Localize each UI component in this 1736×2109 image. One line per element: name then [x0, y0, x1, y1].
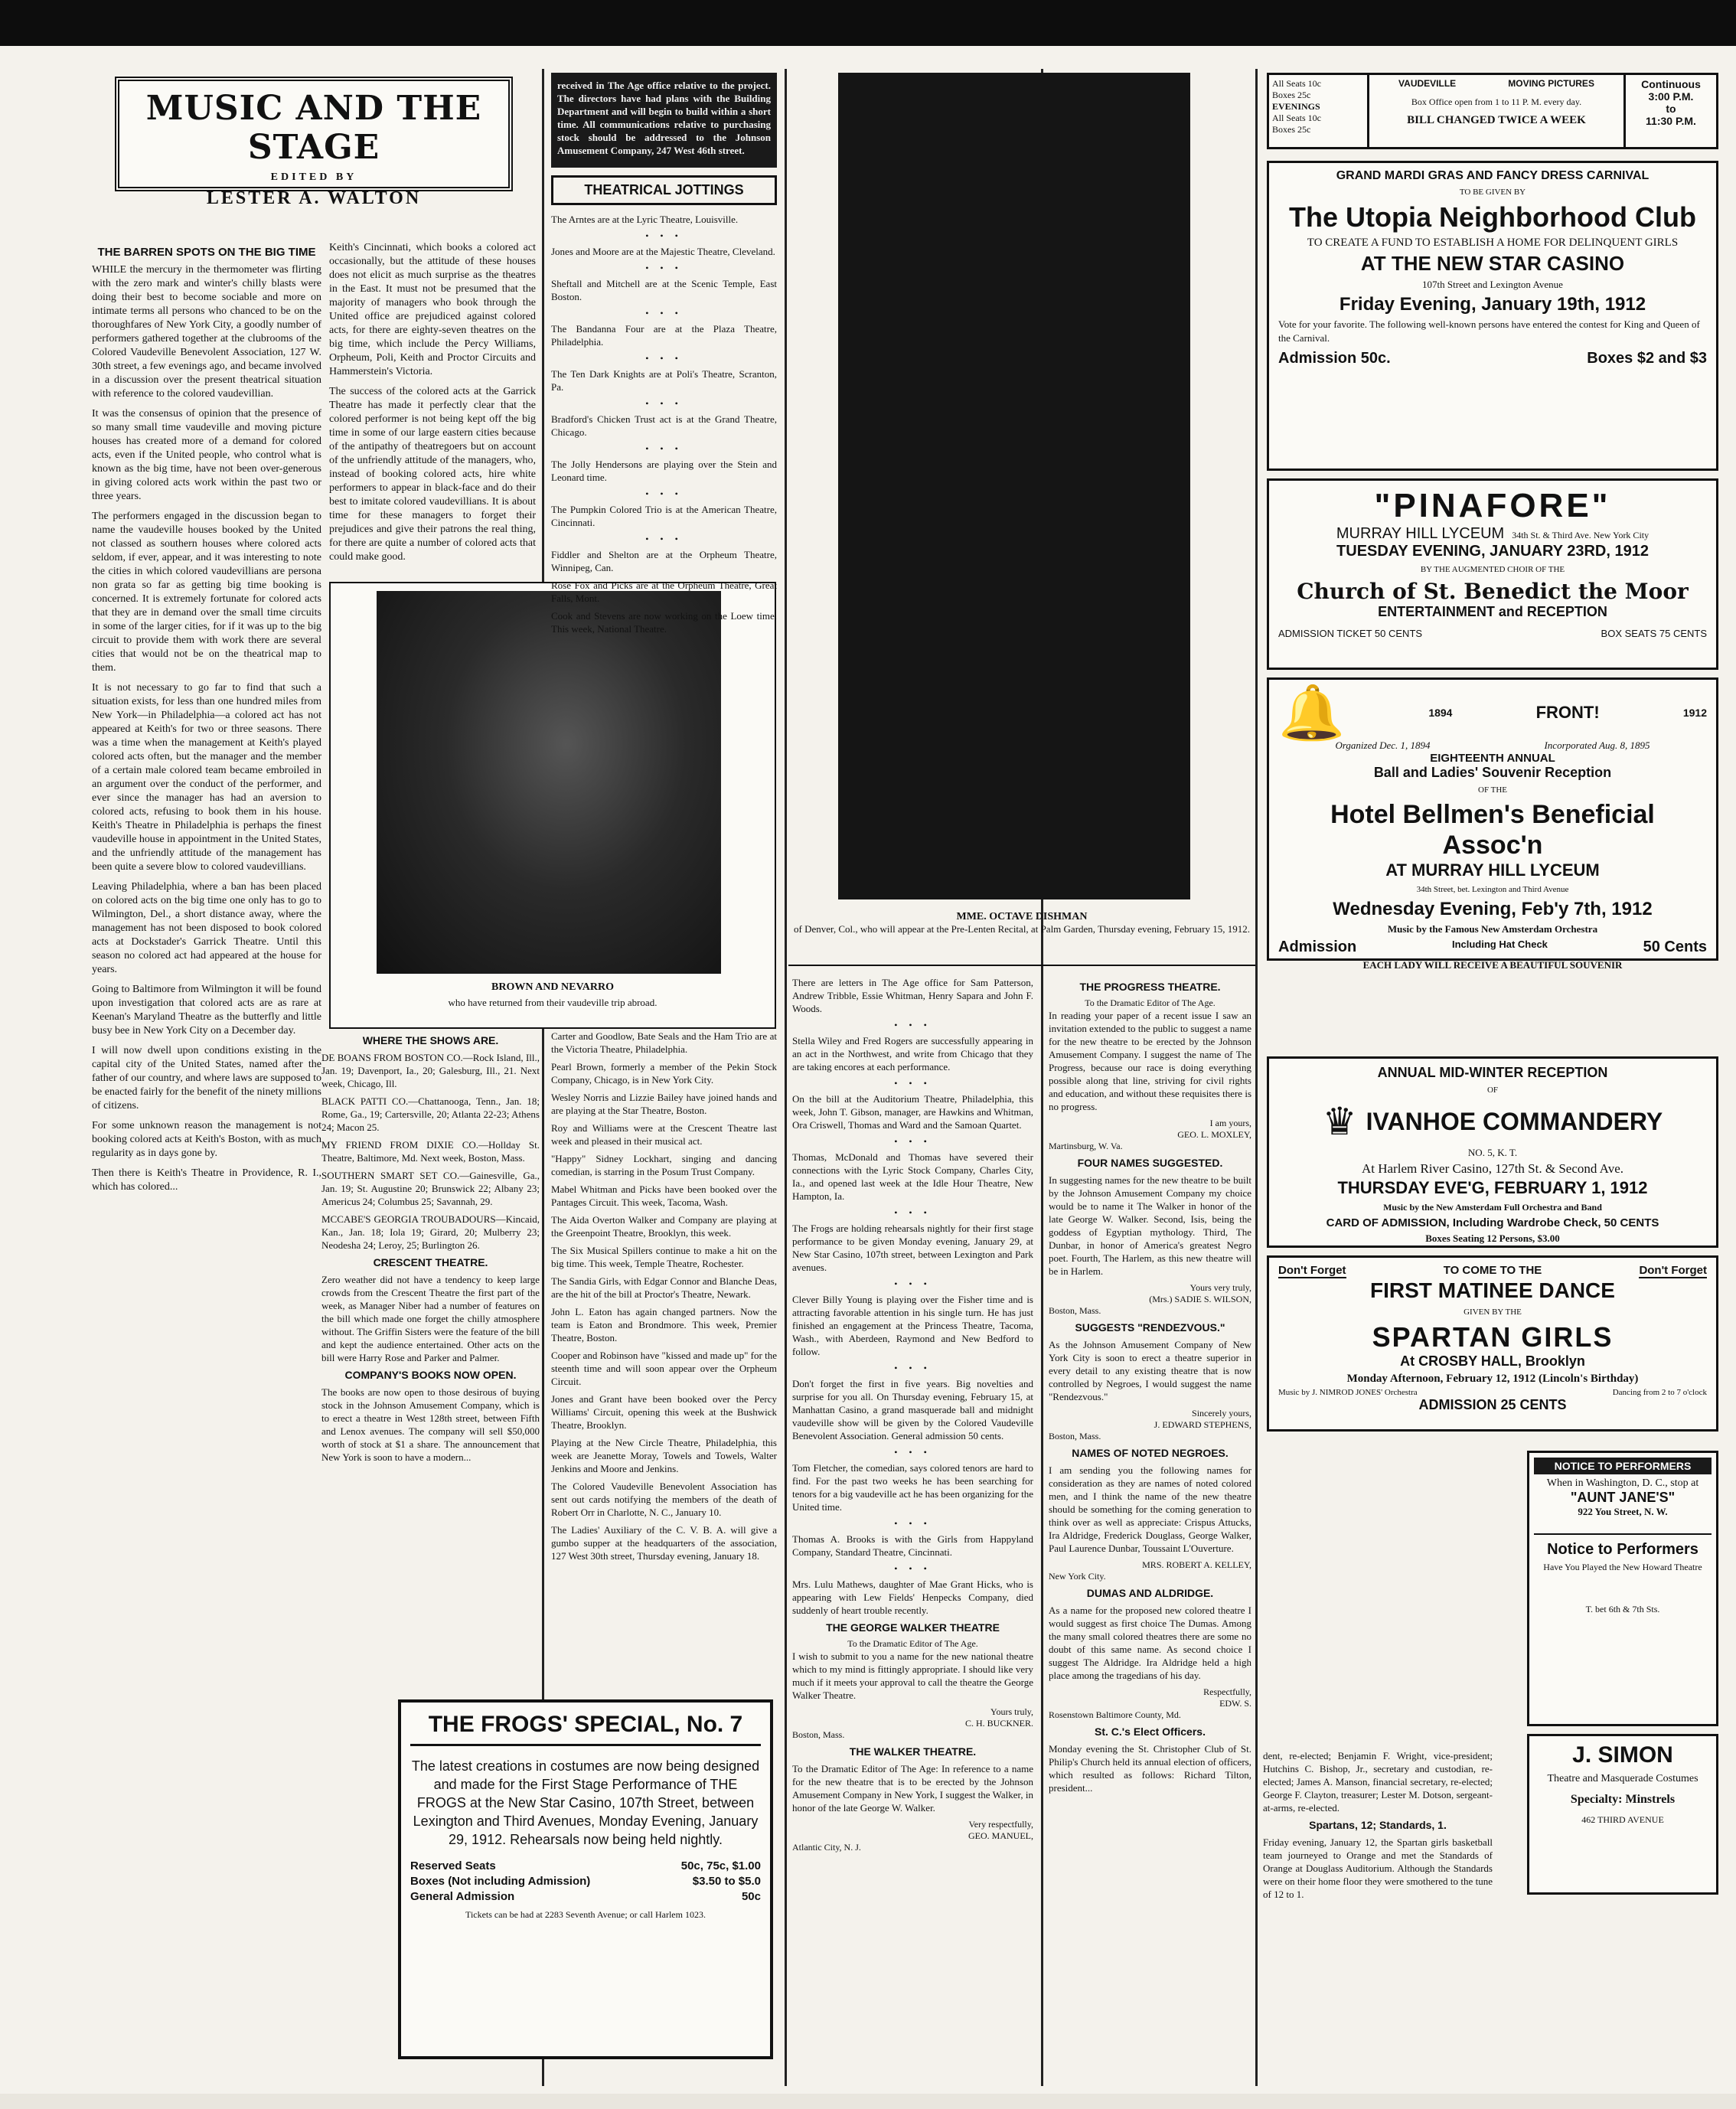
where-shows-column: [321, 1030, 540, 1696]
top-ad-strip: [1267, 73, 1718, 149]
section-heading: FOUR NAMES SUGGESTED.: [1077, 1157, 1223, 1169]
simon-ad: [1527, 1734, 1718, 1895]
letter-place: Atlantic City, N. J.: [792, 1842, 861, 1853]
spartan-come: TO COME TO THE: [1443, 1264, 1542, 1277]
spartans-text: Friday evening, January 12, the Spartan girls basketball team journeyed to Orange and met the Standards of Orange at Douglass Auditorium. Although the Standards were on their home floor they were smothered to the tune of 12 to 1.: [1263, 1836, 1493, 1900]
section-heading: SUGGESTS "RENDEZVOUS.": [1075, 1321, 1225, 1334]
letter-signoff: Sincerely yours,: [1192, 1408, 1251, 1419]
notice2-title: Notice to Performers: [1534, 1533, 1712, 1559]
ivanhoe-kicker: ANNUAL MID-WINTER RECEPTION: [1377, 1065, 1608, 1080]
show-item: MY FRIEND FROM DIXIE CO.—Hollday St. Theatre, Baltimore, Md. Next week, Boston, Mass.: [321, 1139, 540, 1164]
vaudeville-box: [1369, 75, 1623, 147]
utopia-date: Friday Evening, January 19th, 1912: [1339, 294, 1646, 315]
letter-signature: (Mrs.) SADIE S. WILSON,: [1149, 1294, 1251, 1304]
separator-dots: • • •: [894, 1078, 932, 1089]
article-paragraph: Keith's Cincinnati, which books a colored act occasionally, but the attitude of these houses does not elicit as much surprise as the theatres in the East. It must not be presumed that the majority of managers who book through the United office are prejudiced against colored acts, for there are eighty-seven theatres on the big time, which include the Percy Williams, Orpheum, Poli, Keith and Proctor Circuits and Hammerstein's Victoria.: [329, 242, 536, 377]
news-item: Carter and Goodlow, Bate Seals and the Ham Trio are at the Victoria Theatre, Philadelphia.: [551, 1030, 777, 1055]
vaudeville-label: VAUDEVILLE: [1398, 78, 1457, 89]
notice-performers-ad: [1527, 1451, 1718, 1726]
pinafore-date: TUESDAY EVENING, JANUARY 23RD, 1912: [1336, 543, 1649, 560]
separator-dots: • • •: [894, 1563, 932, 1574]
section-heading: WHERE THE SHOWS ARE.: [362, 1034, 499, 1046]
price-value: 50c: [741, 1890, 761, 1903]
continuous-label: Continuous: [1641, 78, 1701, 90]
news-item: There are letters in The Age office for Sam Patterson, Andrew Tribble, Essie Whitman, Henry Sapara and John F. Woods.: [792, 977, 1033, 1014]
bellmen-name: Hotel Bellmen's Beneficial Assoc'n: [1330, 800, 1655, 860]
news-item: Cooper and Robinson have "kissed and made up" for the steenth time and will soon appear over the Orpheum Circuit.: [551, 1350, 777, 1387]
masthead-edited-by: EDITED BY: [270, 171, 357, 183]
bellmen-incorporated: Incorporated Aug. 8, 1895: [1544, 739, 1650, 751]
letter-place: Boston, Mass.: [792, 1729, 845, 1740]
ivanhoe-of: OF: [1486, 1086, 1499, 1095]
article-paragraph: The performers engaged in the discussion began to name the vaudeville houses booked by the United not classed as southern houses where colored acts seldom, if ever, appear, and it was interesting to note the cities in which colored vaudevillians are persona non grata so far as getting big time booking is concerned. It is extremely fortunate for colored acts that they are in demand over the small time circuits in some of the larger cities, for if it was up to the big circuit to provide them with work there are several cities that would not be on the theatrical map to them.: [92, 511, 321, 674]
frogs-title: THE FROGS' SPECIAL, No. 7: [410, 1712, 761, 1746]
price-label: Boxes (Not including Admission): [410, 1875, 591, 1888]
article-paragraph: WHILE the mercury in the thermometer was flirting with the zero mark and winter's chilly blasts were doing their best to become sociable and more on intimate terms all persons who chanced to be on the thoroughfares of New York City, a goodly number of performers gathered together at the clubrooms of the Colored Vaudeville Benevolent Association, 127 W. 30th street, a few evenings ago, and became involved in a discussion over the present theatrical situation with reference to the colored vaudevillian.: [92, 264, 321, 400]
price-line: Boxes 25c: [1272, 124, 1311, 135]
bellmen-year-right: 1912: [1682, 707, 1707, 719]
separator-dots: • • •: [645, 230, 683, 241]
jotting-item: Rose Fox and Picks are at the Orpheum Theatre, Great Falls, Mont.: [551, 579, 777, 604]
ivanhoe-venue: At Harlem River Casino, 127th St. & Second Ave.: [1361, 1161, 1623, 1176]
separator-dots: • • •: [894, 1363, 932, 1373]
price-label: General Admission: [410, 1890, 515, 1903]
spartan-matinee: FIRST MATINEE DANCE: [1370, 1278, 1615, 1302]
jotting-item: Cook and Stevens are now working on the Loew time. This week, National Theatre.: [551, 610, 777, 635]
bellmen-music: Music by the Famous New Amsterdam Orchestra: [1387, 923, 1598, 935]
letter-text: To the Dramatic Editor of The Age: In reference to a name for the new theatre that is to be erected by the Johnson Amusement Company in New York, I suggest the Walker, in honor of the late George W. Walker.: [792, 1763, 1033, 1814]
bellmen-admission-note: Including Hat Check: [1451, 939, 1548, 950]
bellmen-venue-addr: 34th Street, bet. Lexington and Third Avenue: [1416, 885, 1569, 894]
show-item: DE BOANS FROM BOSTON CO.—Rock Island, Ill., Jan. 19; Davenport, Ia., 20; Galesburg, Ill., 21. Next week, Chicago, Ill.: [321, 1052, 540, 1089]
utopia-club-ad: [1267, 161, 1718, 471]
prices-box: [1269, 75, 1369, 147]
letter-place: Boston, Mass.: [1049, 1431, 1101, 1441]
simon-line1: Theatre and Masquerade Costumes: [1547, 1773, 1698, 1784]
dishman-text: of Denver, Col., who will appear at the Pre-Lenten Recital, at Palm Garden, Thursday evening, February 15, 1912.: [794, 923, 1250, 935]
books-text: The books are now open to those desirous of buying stock in the Johnson Amusement Company, which is to erect a theatre in West 128th street, between Fifth and Lenox avenues. The company will sell $50,000 worth of stock at $1 a share. The announcement that New York is soon to have a modern...: [321, 1386, 540, 1463]
section-heading: THE PROGRESS THEATRE.: [1079, 981, 1221, 993]
frogs-body: The latest creations in costumes are now being designed and made for the First Stage Performance of THE FROGS at the New Star Casino, 107th Street, between Lexington and Third Avenues, Monday Evening, January 29, 1912. Rehearsals now being held nightly.: [411, 1758, 760, 1847]
section-heading: COMPANY'S BOOKS NOW OPEN.: [344, 1369, 517, 1381]
section-heading: DUMAS AND ALDRIDGE.: [1086, 1587, 1214, 1599]
vaudeville-row: [1372, 78, 1620, 89]
utopia-venue: AT THE NEW STAR CASINO: [1360, 252, 1625, 275]
pinafore-admission: ADMISSION TICKET 50 CENTS: [1278, 628, 1423, 639]
section-heading: THE WALKER THEATRE.: [849, 1745, 977, 1758]
bellmen-annual: EIGHTEENTH ANNUAL: [1430, 752, 1555, 765]
dishman-name: MME. OCTAVE DISHMAN: [956, 911, 1088, 922]
utopia-name: The Utopia Neighborhood Club: [1289, 201, 1696, 233]
news-item: The Ladies' Auxiliary of the C. V. B. A. will give a gumbo supper at the headquarters of the association, 127 West 30th street, Thursday evening, January 18.: [551, 1524, 777, 1562]
dont-forget-left: Don't Forget: [1278, 1264, 1346, 1277]
to-label: to: [1666, 103, 1676, 115]
pinafore-prices: [1278, 628, 1707, 639]
letter-text: In suggesting names for the new theatre to be built by the Johnson Amusement Company my choice would be to name it The Walker in honor of the late George W. Walker. Second, Isis, being the goddess of Egyptian mythology. Third, The Dunbar, in honor of America's greatest Negro poet. Fourth, The Harlem, as this new theatre will be in Harlem.: [1049, 1174, 1251, 1277]
bellmen-front: FRONT!: [1535, 703, 1600, 722]
letter-signature: GEO. MANUEL,: [968, 1830, 1033, 1841]
bellmen-header: [1278, 683, 1707, 743]
separator-dots: • • •: [894, 1136, 932, 1147]
ivanhoe-music: Music by the New Amsterdam Full Orchestra and Band: [1383, 1202, 1602, 1213]
letter-text: I am sending you the following names for consideration as they are names of noted colored men, and I think the name of the new theatre should be something for the coming generation to think over as well as appreciate: Crispus Attucks, Ira Aldridge, Frederick Douglass, George Walker, Paul Laurence Dunbar, Toussaint L'Ouverture.: [1049, 1464, 1251, 1554]
separator-dots: • • •: [645, 443, 683, 454]
masthead-editor: LESTER A. WALTON: [206, 188, 422, 208]
masthead-title: MUSIC AND THE STAGE: [145, 89, 482, 167]
jotting-item: Fiddler and Shelton are at the Orpheum Theatre, Winnipeg, Can.: [551, 549, 777, 573]
bellmen-ball: Ball and Ladies' Souvenir Reception: [1373, 765, 1612, 780]
start-time: 3:00 P.M.: [1648, 90, 1694, 103]
show-item: SOUTHERN SMART SET CO.—Gainesville, Ga., Jan. 19; St. Augustine 20; Brunswick 22; Albany 23; Americus 24; Columbus 25; Savannah, 29.: [321, 1170, 540, 1207]
news-item: The Frogs are holding rehearsals nightly for their first stage performance to be given Monday evening, January 29, at New Star Casino, 107th street, between Lexington and Park avenues.: [792, 1223, 1033, 1273]
pictures-label: MOVING PICTURES: [1508, 78, 1594, 89]
bellmen-year-left: 1894: [1428, 707, 1453, 719]
price-value: 50c, 75c, $1.00: [680, 1859, 761, 1872]
utopia-details: Vote for your favorite. The following well-known persons have entered the contest for King and Queen of the Carnival.: [1278, 318, 1700, 344]
letter-signature: J. EDWARD STEPHENS,: [1154, 1419, 1251, 1430]
jottings-title: THEATRICAL JOTTINGS: [551, 175, 777, 205]
masthead: [115, 77, 513, 208]
price-value: $3.50 to $5.0: [692, 1875, 761, 1888]
spartan-top-row: [1278, 1264, 1707, 1278]
letter-signoff: Yours very truly,: [1189, 1282, 1251, 1293]
article-paragraph: I will now dwell upon conditions existing in the capital city of the United States, named after the father of our country, and where laws are supposed to be enacted fairly for the benefit of the ninety millions of citizens.: [92, 1045, 321, 1112]
article-paragraph: For some unknown reason the management is not booking colored acts at Keith's Boston, with as much regularity as in days gone by.: [92, 1120, 321, 1159]
ivanhoe-name: IVANHOE COMMANDERY: [1366, 1107, 1663, 1135]
utopia-address: 107th Street and Lexington Avenue: [1422, 279, 1563, 290]
notice-addr: 922 You Street, N. W.: [1578, 1506, 1668, 1517]
bellmen-admission-row: [1278, 939, 1707, 956]
caption-rule: [788, 965, 1255, 966]
separator-dots: • • •: [894, 1518, 932, 1529]
simon-name: J. SIMON: [1572, 1742, 1673, 1768]
letter-place: Martinsburg, W. Va.: [1049, 1141, 1123, 1151]
notice-title: NOTICE TO PERFORMERS: [1534, 1458, 1712, 1474]
jotting-item: The Ten Dark Knights are at Poli's Theatre, Scranton, Pa.: [551, 368, 777, 393]
bellmen-souvenir: EACH LADY WILL RECEIVE A BEAUTIFUL SOUVENIR: [1362, 959, 1623, 971]
price-line: All Seats 10c: [1272, 78, 1321, 89]
bellmen-ad: [1267, 677, 1718, 971]
separator-dots: • • •: [645, 353, 683, 364]
separator-dots: • • •: [894, 1447, 932, 1458]
letter-text: As a name for the proposed new colored theatre I would suggest as first choice The Dumas. Among the many small colored theatres there are some no doubt of this same name. As second choice I suggest The Aldridge. Ira Aldridge held a high place among the tragedians of his day.: [1049, 1605, 1251, 1681]
letter-signature: C. H. BUCKNER.: [964, 1718, 1033, 1729]
bellmen-date: Wednesday Evening, Feb'y 7th, 1912: [1333, 899, 1653, 919]
bellmen-organized: Organized Dec. 1, 1894: [1335, 739, 1431, 751]
article-paragraph: It was the consensus of opinion that the presence of so many small time vaudeville and moving picture houses has created more of a demand for colored acts, even if the United people, who control what is known as the big time, have not been over-generous in giving colored acts work within the past two or three years.: [92, 408, 321, 502]
separator-dots: • • •: [894, 1020, 932, 1030]
price-line: EVENINGS: [1272, 101, 1320, 112]
spartan-name: SPARTAN GIRLS: [1372, 1321, 1614, 1353]
separator-dots: • • •: [645, 488, 683, 499]
section-heading: NAMES OF NOTED NEGROES.: [1072, 1447, 1229, 1459]
notice-box: [551, 73, 777, 168]
notice-line1: When in Washington, D. C., stop at: [1546, 1477, 1699, 1489]
article-heading: THE BARREN SPOTS ON THE BIG TIME: [97, 246, 316, 259]
utopia-prices: [1278, 350, 1707, 367]
continuous-box: [1623, 75, 1716, 147]
news-item: Stella Wiley and Fred Rogers are successfully appearing in an act in the Northwest, and write from Chicago that they are taking encores at each performance.: [792, 1035, 1033, 1072]
notice-text: received in The Age office relative to the project. The directors have had plans with the Building Department and will begin to build within a short time. All communications relative to purchasing stock should be addressed to the Johnson Amusement Company, 247 West 46th street.: [557, 80, 771, 156]
dishman-photo: [838, 73, 1190, 899]
article-paragraph: The success of the colored acts at the Garrick Theatre has made it perfectly clear that the colored performer is not being kept off the big time in some of our large eastern cities because of the antipathy of theatregoers but on account of the unfriendly attitude of the managers, who, instead of booking colored acts, hire white performers to appear in black-face and do their best to imitate colored vaudevillians. It is about time for these managers to forget their prejudices and give their patrons the real thing, for there are quite a number of colored acts that could make good.: [329, 386, 536, 563]
simon-line2: Specialty: Minstrels: [1570, 1793, 1676, 1806]
news-item: Thomas A. Brooks is with the Girls from Happyland Company, Standard Theatre, Cincinnati.: [792, 1533, 1033, 1558]
column-mid-2: [551, 1030, 777, 1696]
letter-signature: GEO. L. MOXLEY,: [1177, 1129, 1251, 1140]
section-heading: THE GEORGE WALKER THEATRE: [826, 1621, 1000, 1634]
bellmen-org-row: [1278, 739, 1707, 752]
letter-salutation: To the Dramatic Editor of The Age.: [1085, 997, 1216, 1008]
spartan-venue: At CROSBY HALL, Brooklyn: [1400, 1353, 1585, 1369]
article-paragraph: It is not necessary to go far to find that such a situation exists, for less than one hundred miles from New York—in Philadelphia—a colored act has not appeared at Keith's for two or three seasons. There was a time when the management at Keith's played colored acts often, but the manager and the member of a certain male colored team became embroiled in an argument over the conduct of the performer, and ever since the manager has had an aversion to colored acts, refusing to book them in his house. Keith's Theatre in Philadelphia is perhaps the finest vaudeville house in appointment in the United States, and the unfriendly attitude of the management has been quite a severe blow to colored vaudevillians.: [92, 682, 321, 873]
news-item: Pearl Brown, formerly a member of the Pekin Stock Company, Chicago, is in New York City.: [551, 1061, 777, 1086]
brown-nevarro-photo: [377, 591, 721, 974]
dont-forget-right: Don't Forget: [1639, 1264, 1707, 1277]
notice-t: T. bet 6th & 7th Sts.: [1585, 1604, 1660, 1614]
news-item: The Sandia Girls, with Edgar Connor and Blanche Deas, are the hit of the bill at Proctor's Theatre, Newark.: [551, 1275, 777, 1300]
crown-icon: ♛: [1322, 1100, 1357, 1143]
ivanhoe-ad: [1267, 1056, 1718, 1248]
bill-changed: BILL CHANGED TWICE A WEEK: [1407, 114, 1586, 126]
bellmen-admission-price: 50 Cents: [1643, 939, 1707, 955]
news-item: On the bill at the Auditorium Theatre, Philadelphia, this week, John T. Gibson, manager, are Hawkins and Whitman, Ora Criswell, Thomas and Ward and the Samoan Quartet.: [792, 1093, 1033, 1131]
news-item: Tom Fletcher, the comedian, says colored tenors are hard to find. For the past two weeks he has been searching for tenors for a big vaudeville act he has been organizing for the United time.: [792, 1462, 1033, 1513]
end-time: 11:30 P.M.: [1646, 115, 1696, 127]
price-line: All Seats 10c: [1272, 113, 1321, 123]
frogs-price-row: [410, 1890, 761, 1903]
column-1: [92, 241, 321, 2094]
section-heading: St. C.'s Elect Officers.: [1095, 1725, 1206, 1738]
spartan-date: Monday Afternoon, February 12, 1912 (Lincoln's Birthday): [1346, 1373, 1639, 1385]
jotting-item: The Jolly Hendersons are playing over the Stein and Leonard time.: [551, 459, 777, 483]
separator-dots: • • •: [645, 398, 683, 409]
ivanhoe-card: CARD OF ADMISSION, Including Wardrobe Check, 50 CENTS: [1326, 1216, 1659, 1229]
utopia-boxes: Boxes $2 and $3: [1587, 350, 1707, 367]
column-rule: [785, 69, 787, 2086]
frogs-price-row: [410, 1875, 761, 1888]
photo-caption-title: BROWN AND NEVARRO: [491, 981, 614, 993]
simon-addr: 462 THIRD AVENUE: [1581, 1814, 1664, 1825]
letter-place: Rosenstown Baltimore County, Md.: [1049, 1709, 1181, 1720]
article-paragraph: Going to Baltimore from Wilmington it will be found upon investigation that colored acts are as rare at Keenan's Maryland Theatre as the butterfly and little busy bee in New York City on a December day.: [92, 984, 321, 1037]
news-item: The Six Musical Spillers continue to make a hit on the big time. This week, Temple Theatre, Rochester.: [551, 1245, 777, 1269]
separator-dots: • • •: [645, 534, 683, 544]
spartan-girls-ad: [1267, 1255, 1718, 1432]
letter-text: As the Johnson Amusement Company of New York City is soon to erect a theatre superior in every detail to any existing theatre that is now controlled by Negroes, I would suggest the name "Rendezvous.": [1049, 1339, 1251, 1402]
bell-icon: 🔔: [1278, 683, 1346, 743]
spartan-dancing: Dancing from 2 to 7 o'clock: [1612, 1388, 1707, 1397]
separator-dots: • • •: [894, 1278, 932, 1289]
officers-text: dent, re-elected; Benjamin F. Wright, vice-president; Hutchins C. Bishop, Jr., secretary and custodian, re-elected; James A. Manson, financial secretary, re-elected; George F. Clayton, treasurer; Lester M. Dotson, sergeant-at-arms, re-elected.: [1263, 1750, 1493, 1814]
price-line: Boxes 25c: [1272, 90, 1311, 100]
column-6-tail: [1263, 1749, 1493, 2094]
pinafore-box: BOX SEATS 75 CENTS: [1601, 628, 1707, 639]
section-heading: Spartans, 12; Standards, 1.: [1309, 1819, 1447, 1831]
pinafore-title: "PINAFORE": [1374, 487, 1611, 524]
news-item: Roy and Williams were at the Crescent Theatre last week and pleased in their musical act.: [551, 1122, 777, 1147]
frogs-special-ad: [398, 1699, 773, 2059]
notice2-sub: Have You Played the New Howard Theatre: [1543, 1562, 1702, 1572]
pinafore-by: BY THE AUGMENTED CHOIR OF THE: [1420, 565, 1565, 574]
frogs-price-row: [410, 1859, 761, 1872]
letter-place: New York City.: [1049, 1571, 1106, 1582]
ivanhoe-no: NO. 5, K. T.: [1467, 1147, 1518, 1158]
pinafore-church: Church of St. Benedict the Moor: [1297, 579, 1689, 604]
jotting-item: Sheftall and Mitchell are at the Scenic Temple, East Boston.: [551, 278, 777, 302]
news-item: Jones and Grant have been booked over the Percy Williams' Circuit, opening this week at the Bushwick Theatre, Brooklyn.: [551, 1393, 777, 1431]
news-item: Wesley Norris and Lizzie Bailey have joined hands and are playing at the Star Theatre, Boston.: [551, 1092, 777, 1116]
jotting-item: The Pumpkin Colored Trio is at the American Theatre, Cincinnati.: [551, 504, 777, 528]
frogs-footer: Tickets can be had at 2283 Seventh Avenue; or call Harlem 1023.: [465, 1909, 706, 1920]
price-label: Reserved Seats: [410, 1859, 496, 1872]
page-top-edge: [0, 0, 1736, 46]
separator-dots: • • •: [645, 263, 683, 273]
ivanhoe-boxes: Boxes Seating 12 Persons, $3.00: [1425, 1232, 1560, 1244]
column-2: [329, 241, 536, 563]
spartan-music: Music by J. NIMROD JONES' Orchestra: [1278, 1388, 1418, 1397]
column-3-top: [551, 73, 777, 635]
jotting-item: Bradford's Chicken Trust act is at the Grand Theatre, Chicago.: [551, 413, 777, 438]
letter-text: In reading your paper of a recent issue I saw an invitation extended to the public to suggest a name for the new theatre to be erected by the Johnson Amusement Company. I suggest the name of The Progress, because our race is doing everything possible along that line, striving for civil rights and education, and without these requisites there is no progress.: [1049, 1010, 1251, 1112]
news-item: Clever Billy Young is playing over the Fisher time and is attracting favorable attention in his single turn. He has just finished an engagement at the Princess Theatre, Tacoma, Wash., with Aberdeen, Raymond and New Bedford to follow.: [792, 1294, 1033, 1357]
show-item: MCCABE'S GEORGIA TROUBADOURS—Kincaid, Kan., Jan. 18; Iola 19; Girard, 20; Mulberry 23; Neodesha 24; Leroy, 25; Burlington 26.: [321, 1213, 540, 1251]
news-item: John L. Eaton has again changed partners. Now the team is Eaton and Brondmore. This week, Premier Theatre, Boston.: [551, 1306, 777, 1343]
letter-place: Boston, Mass.: [1049, 1305, 1101, 1316]
page-bottom-edge: [0, 2094, 1736, 2109]
news-item: The Aida Overton Walker and Company are playing at the Greenpoint Theatre, Brooklyn, this week.: [551, 1214, 777, 1239]
letter-text: I wish to submit to you a name for the new national theatre which to my mind is fittingly appropriate. I should like very much if it meets your approval to call the theatre the George Walker Theatre.: [792, 1650, 1033, 1701]
stc-text: Monday evening the St. Christopher Club of St. Philip's Church held its annual election of officers, which resulted as follows: Richard Tilton, president...: [1049, 1743, 1251, 1794]
box-office-hours: Box Office open from 1 to 11 P. M. every day.: [1411, 96, 1582, 107]
utopia-purpose: TO CREATE A FUND TO ESTABLISH A HOME FOR DELINQUENT GIRLS: [1307, 237, 1679, 249]
separator-dots: • • •: [645, 308, 683, 318]
utopia-kicker: GRAND MARDI GRAS AND FANCY DRESS CARNIVAL: [1336, 169, 1650, 182]
notice-name: "AUNT JANE'S": [1570, 1490, 1676, 1505]
letter-signature: EDW. S.: [1219, 1698, 1251, 1709]
pinafore-venue-addr: 34th St. & Third Ave. New York City: [1512, 530, 1650, 540]
spartan-admission: ADMISSION 25 CENTS: [1418, 1397, 1567, 1412]
section-heading: CRESCENT THEATRE.: [373, 1256, 488, 1268]
news-item: Playing at the New Circle Theatre, Philadelphia, this week are Jeanette Moray, Towels and Towels, Walter Jenkins and Moore and Jenkins.: [551, 1437, 777, 1474]
dishman-caption: [792, 911, 1251, 935]
photo-caption-text: who have returned from their vaudeville trip abroad.: [448, 997, 658, 1008]
column-4: [792, 976, 1033, 2094]
show-item: BLACK PATTI CO.—Chattanooga, Tenn., Jan. 18; Rome, Ga., 19; Cartersville, 20; Atlanta 22-23; Athens 24; Macon 25.: [321, 1095, 540, 1133]
news-item: Mrs. Lulu Mathews, daughter of Mae Grant Hicks, who is appearing with Lew Fields' Henpecks Company, died suddenly of heart trouble recently.: [792, 1578, 1033, 1616]
article-paragraph: Then there is Keith's Theatre in Providence, R. I., which has colored...: [92, 1167, 321, 1193]
spartan-music-row: [1278, 1388, 1707, 1397]
news-item: Thomas, McDonald and Thomas have severed their connections with the Lyric Stock Company, Charles City, Ia., and opened last week at the Idle Hour Theatre, New Hampton, Ia.: [792, 1151, 1033, 1202]
crescent-text: Zero weather did not have a tendency to keep large crowds from the Crescent Theatre the first part of the week, as Manager Niber had a number of features on the bill which made one forget the chilly atmosphere without. The Griffin Sisters were the feature of the bill and kept the audience entertained. Other acts on the bill were Harry Rose and Parker and Palmer.: [321, 1274, 540, 1363]
letter-signature: MRS. ROBERT A. KELLEY,: [1142, 1559, 1251, 1570]
utopia-admission: Admission 50c.: [1278, 350, 1391, 367]
letter-signoff: Respectfully,: [1203, 1686, 1251, 1697]
column-5: [1049, 976, 1251, 2094]
bellmen-of: OF THE: [1478, 785, 1507, 795]
ivanhoe-date: THURSDAY EVE'G, FEBRUARY 1, 1912: [1337, 1178, 1648, 1197]
pinafore-venue-row: [1278, 525, 1707, 543]
article-paragraph: Leaving Philadelphia, where a ban has been placed on colored acts on the big time one only has to go to Wilmington, Del., a short distance away, where the management has not been disposed to book colored acts at Dockstader's Garrick Theatre. Until this season no colored act had appeared at the house for years.: [92, 881, 321, 975]
letter-signoff: Yours truly,: [990, 1706, 1033, 1717]
jotting-item: Jones and Moore are at the Majestic Theatre, Cleveland.: [551, 246, 775, 257]
news-item: The Colored Vaudeville Benevolent Association has sent out cards notifying the members of the death of Robert Orr in Charlotte, N. C., January 10.: [551, 1481, 777, 1518]
pinafore-venue: MURRAY HILL LYCEUM: [1336, 525, 1505, 542]
letter-signoff: I am yours,: [1209, 1118, 1251, 1128]
jotting-item: The Bandanna Four are at the Plaza Theatre, Philadelphia.: [551, 323, 777, 348]
news-item: "Happy" Sidney Lockhart, singing and dancing comedian, is starring in the Posum Trust Company.: [551, 1153, 777, 1177]
pinafore-entertain: ENTERTAINMENT and RECEPTION: [1378, 604, 1607, 619]
jotting-item: The Arntes are at the Lyric Theatre, Louisville.: [551, 214, 739, 225]
pinafore-ad: [1267, 478, 1718, 670]
utopia-given-by: TO BE GIVEN BY: [1459, 188, 1526, 197]
news-item: Don't forget the first in five years. Big novelties and surprise for you all. On Thursday evening, February 15, at Manhattan Casino, a grand masquerade ball and midnight vaudeville show will be given by the Colored Vaudeville Benevolent Association. General admission 50 cents.: [792, 1378, 1033, 1441]
spartan-given: GIVEN BY THE: [1464, 1308, 1522, 1317]
ivanhoe-name-row: [1278, 1099, 1707, 1144]
letter-salutation: To the Dramatic Editor of The Age.: [847, 1638, 978, 1649]
letter-signoff: Very respectfully,: [968, 1819, 1033, 1830]
column-rule: [1255, 69, 1258, 2086]
photo-frame: [329, 582, 776, 1029]
news-item: Mabel Whitman and Picks have been booked over the Pantages Circuit. This week, Tacoma, Wash.: [551, 1183, 777, 1208]
separator-dots: • • •: [894, 1207, 932, 1218]
bellmen-venue: AT MURRAY HILL LYCEUM: [1385, 860, 1600, 880]
bellmen-admission: Admission: [1278, 939, 1357, 955]
